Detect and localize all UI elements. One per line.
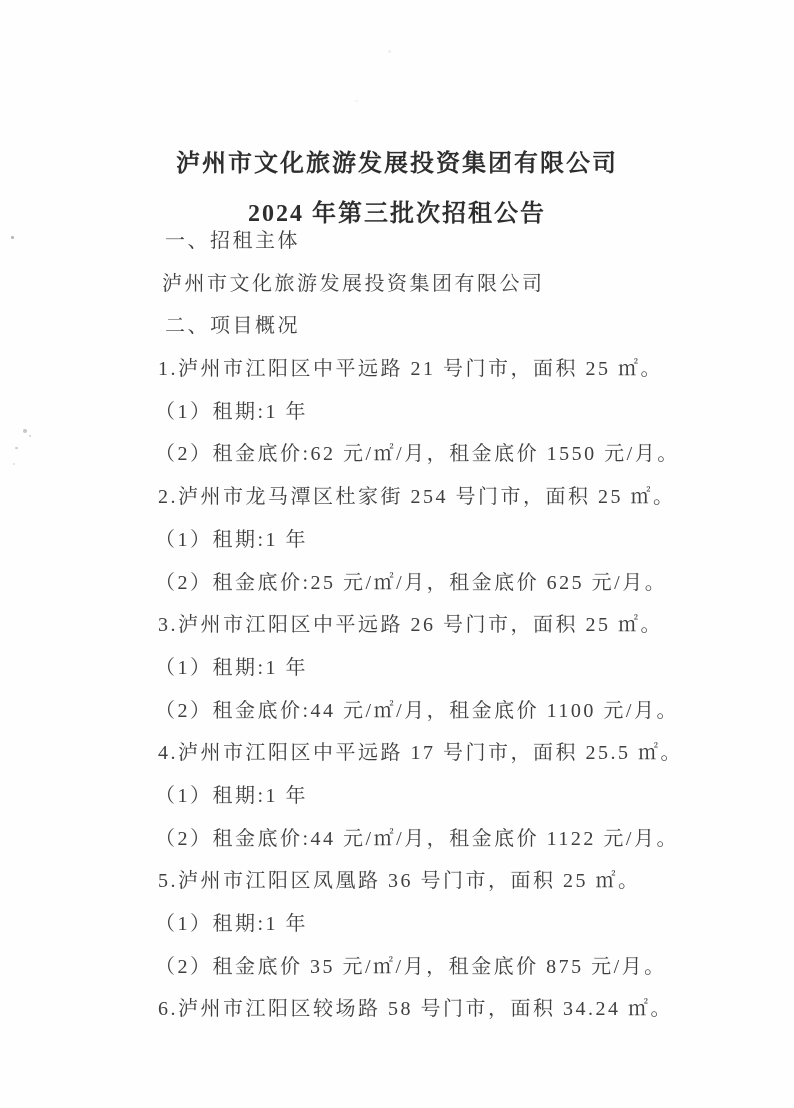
- scan-speck: [23, 429, 27, 433]
- document-body: [155, 228, 754, 1039]
- listing-4-term: （1）租期:1 年: [155, 784, 309, 807]
- listing-1-rent: （2）租金底价:62 元/㎡/月，租金底价 1550 元/月。: [155, 443, 680, 466]
- scan-speck: [355, 100, 358, 102]
- listing-2-rent: （2）租金底价:25 元/㎡/月，租金底价 625 元/月。: [155, 571, 668, 594]
- listing-3-term: （1）租期:1 年: [155, 656, 309, 679]
- listing-6-property: 6.泸州市江阳区较场路 58 号门市，面积 34.24 ㎡。: [158, 998, 673, 1021]
- listing-3-property: 3.泸州市江阳区中平远路 26 号门市，面积 25 ㎡。: [158, 614, 663, 637]
- listing-1-term: （1）租期:1 年: [155, 400, 309, 423]
- listing-2-term: （1）租期:1 年: [155, 528, 309, 551]
- scan-speck: [11, 236, 14, 239]
- document-subtitle: 2024 年第三批次招租公告: [248, 201, 546, 227]
- scan-speck: [29, 435, 31, 437]
- section-2-heading: 二、项目概况: [165, 315, 300, 338]
- listing-4-rent: （2）租金底价:44 元/㎡/月，租金底价 1122 元/月。: [155, 827, 679, 850]
- section-1-heading: 一、招租主体: [165, 230, 300, 252]
- scan-speck: [388, 50, 391, 53]
- listing-5-rent: （2）租金底价 35 元/㎡/月，租金底价 875 元/月。: [155, 955, 667, 978]
- listing-3-rent: （2）租金底价:44 元/㎡/月，租金底价 1100 元/月。: [155, 699, 679, 722]
- listing-5-term: （1）租期:1 年: [155, 913, 309, 935]
- scan-speck: [15, 447, 18, 449]
- scan-speck: [13, 463, 15, 465]
- listing-4-property: 4.泸州市江阳区中平远路 17 号门市，面积 25.5 ㎡。: [158, 742, 683, 765]
- section-1-body: 泸州市文化旅游发展投资集团有限公司: [162, 272, 545, 295]
- document-title: 泸州市文化旅游发展投资集团有限公司: [176, 151, 618, 177]
- listing-1-property: 1.泸州市江阳区中平远路 21 号门市，面积 25 ㎡。: [158, 358, 663, 381]
- listing-5-property: 5.泸州市江阳区凤凰路 36 号门市，面积 25 ㎡。: [158, 870, 641, 893]
- listing-2-property: 2.泸州市龙马潭区杜家街 254 号门市，面积 25 ㎡。: [158, 486, 676, 509]
